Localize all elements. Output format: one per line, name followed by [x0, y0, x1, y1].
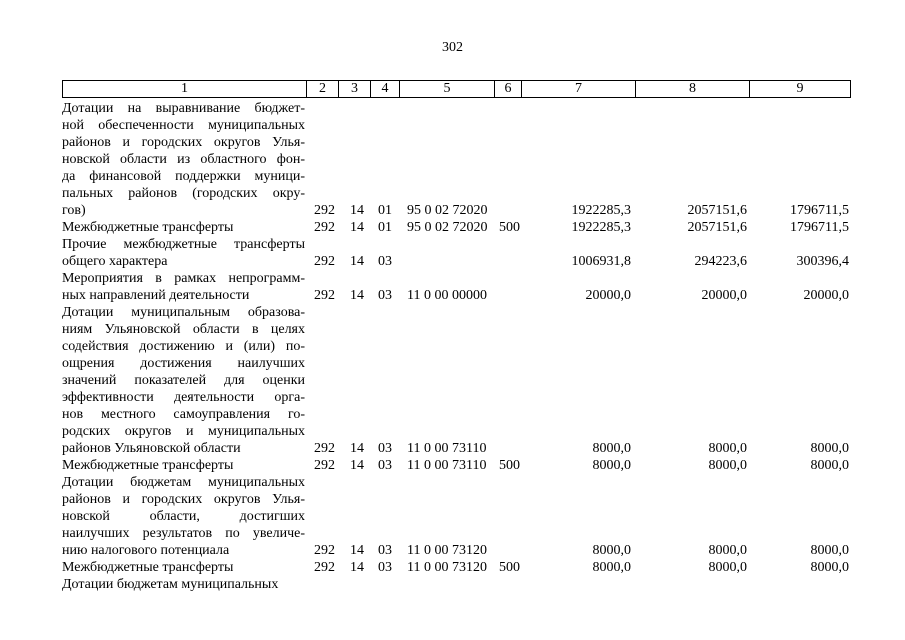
ministry-code: 292: [314, 441, 335, 456]
subsection-code: 01: [378, 203, 392, 218]
amount-col-9: 8000,0: [810, 441, 849, 456]
row-name-line: Дотации бюджетам муниципальных: [62, 475, 305, 490]
row-name-line: нию налогового потенциала: [62, 543, 230, 558]
amount-col-8: 8000,0: [708, 441, 747, 456]
row-name-line: содействия достижению и (или) по-: [62, 339, 305, 354]
expense-type-code: 500: [499, 560, 520, 575]
column-header-7: 7: [522, 81, 636, 98]
row-name-line: Межбюджетные трансферты: [62, 458, 234, 473]
target-item-code: 95 0 02 72020: [407, 203, 488, 218]
row-name-line: значений показателей для оценки: [62, 373, 305, 388]
row-name-line: гов): [62, 203, 86, 218]
table-row: [62, 576, 852, 593]
subsection-code: 03: [378, 254, 392, 269]
row-name-line: Межбюджетные трансферты: [62, 560, 234, 575]
section-code: 14: [350, 203, 364, 218]
row-values: [62, 542, 852, 559]
column-header-4: 4: [371, 81, 400, 98]
row-values: [62, 576, 852, 593]
subsection-code: 03: [378, 560, 392, 575]
amount-col-7: 8000,0: [592, 441, 631, 456]
target-item-code: 11 0 00 73110: [407, 458, 487, 473]
row-name-line: районов и городских округов Улья-: [62, 135, 305, 150]
ministry-code: 292: [314, 543, 335, 558]
row-name-line: районов Ульяновской области: [62, 441, 241, 456]
table-row: [62, 236, 852, 270]
amount-col-9: 1796711,5: [790, 203, 849, 218]
row-name-line: нов местного самоуправления го-: [62, 407, 305, 422]
amount-col-8: 8000,0: [708, 560, 747, 575]
row-values: [62, 440, 852, 457]
row-values: [62, 253, 852, 270]
row-name-line: ной обеспеченности муниципальных: [62, 118, 305, 133]
row-name-line: Дотации на выравнивание бюджет-: [62, 101, 305, 116]
amount-col-9: 8000,0: [810, 543, 849, 558]
amount-col-8: 2057151,6: [687, 220, 747, 235]
amount-col-9: 8000,0: [810, 458, 849, 473]
amount-col-7: 8000,0: [592, 560, 631, 575]
table-row: [62, 270, 852, 304]
row-name-line: новской области, достигших: [62, 509, 305, 524]
ministry-code: 292: [314, 254, 335, 269]
section-code: 14: [350, 560, 364, 575]
amount-col-9: 1796711,5: [790, 220, 849, 235]
ministry-code: 292: [314, 560, 335, 575]
subsection-code: 03: [378, 441, 392, 456]
expense-type-code: 500: [499, 458, 520, 473]
table-row: [62, 559, 852, 576]
amount-col-7: 1922285,3: [571, 203, 631, 218]
subsection-code: 01: [378, 220, 392, 235]
row-name-line: ных направлений деятельности: [62, 288, 250, 303]
section-code: 14: [350, 254, 364, 269]
amount-col-8: 20000,0: [701, 288, 747, 303]
row-name-line: Межбюджетные трансферты: [62, 220, 234, 235]
row-name-line: районов и городских округов Улья-: [62, 492, 305, 507]
column-header-9: 9: [750, 81, 851, 98]
expense-type-code: 500: [499, 220, 520, 235]
row-name-line: да финансовой поддержки муници-: [62, 169, 305, 184]
table-row: [62, 219, 852, 236]
row-name-line: пальных районов (городских окру-: [62, 186, 305, 201]
column-header-table: [62, 80, 851, 98]
row-name-line: наилучших результатов по увеличе-: [62, 526, 305, 541]
row-name-line: Прочие межбюджетные трансферты: [62, 237, 305, 252]
amount-col-9: 300396,4: [796, 254, 849, 269]
subsection-code: 03: [378, 458, 392, 473]
row-name-line: ощрения достижения наилучших: [62, 356, 305, 371]
row-name-line: эффективности деятельности орга-: [62, 390, 305, 405]
subsection-code: 03: [378, 543, 392, 558]
row-values: [62, 287, 852, 304]
budget-rows: [62, 100, 852, 593]
target-item-code: 11 0 00 73120: [407, 543, 487, 558]
target-item-code: 11 0 00 73110: [407, 441, 487, 456]
row-name-line: ниям Ульяновской области в целях: [62, 322, 305, 337]
row-values: [62, 219, 852, 236]
table-row: [62, 457, 852, 474]
amount-col-7: 8000,0: [592, 543, 631, 558]
row-values: [62, 559, 852, 576]
table-row: [62, 304, 852, 457]
amount-col-8: 294223,6: [694, 254, 747, 269]
row-values: [62, 202, 852, 219]
column-header-2: 2: [307, 81, 339, 98]
column-header-5: 5: [400, 81, 495, 98]
amount-col-9: 20000,0: [803, 288, 849, 303]
amount-col-9: 8000,0: [810, 560, 849, 575]
row-name: [62, 304, 305, 457]
ministry-code: 292: [314, 458, 335, 473]
amount-col-7: 1922285,3: [571, 220, 631, 235]
amount-col-8: 8000,0: [708, 543, 747, 558]
ministry-code: 292: [314, 203, 335, 218]
ministry-code: 292: [314, 288, 335, 303]
column-header-6: 6: [495, 81, 522, 98]
section-code: 14: [350, 543, 364, 558]
column-header-row: [63, 81, 851, 98]
row-name-line: Дотации бюджетам муниципальных: [62, 577, 279, 592]
target-item-code: 95 0 02 72020: [407, 220, 488, 235]
amount-col-7: 1006931,8: [571, 254, 631, 269]
table-row: [62, 100, 852, 219]
section-code: 14: [350, 288, 364, 303]
amount-col-7: 8000,0: [592, 458, 631, 473]
subsection-code: 03: [378, 288, 392, 303]
amount-col-8: 8000,0: [708, 458, 747, 473]
row-name-line: общего характера: [62, 254, 168, 269]
row-name-line: новской области из областного фон-: [62, 152, 305, 167]
section-code: 14: [350, 458, 364, 473]
row-values: [62, 457, 852, 474]
ministry-code: 292: [314, 220, 335, 235]
amount-col-8: 2057151,6: [687, 203, 747, 218]
row-name-line: Мероприятия в рамках непрограмм-: [62, 271, 305, 286]
target-item-code: 11 0 00 00000: [407, 288, 487, 303]
section-code: 14: [350, 220, 364, 235]
amount-col-7: 20000,0: [585, 288, 631, 303]
row-name-line: родских округов и муниципальных: [62, 424, 305, 439]
page-number: 302: [442, 40, 463, 55]
column-header-1: 1: [63, 81, 307, 98]
column-header-8: 8: [636, 81, 750, 98]
section-code: 14: [350, 441, 364, 456]
column-header-3: 3: [339, 81, 371, 98]
row-name-line: Дотации муниципальным образова-: [62, 305, 305, 320]
table-row: [62, 474, 852, 559]
target-item-code: 11 0 00 73120: [407, 560, 487, 575]
